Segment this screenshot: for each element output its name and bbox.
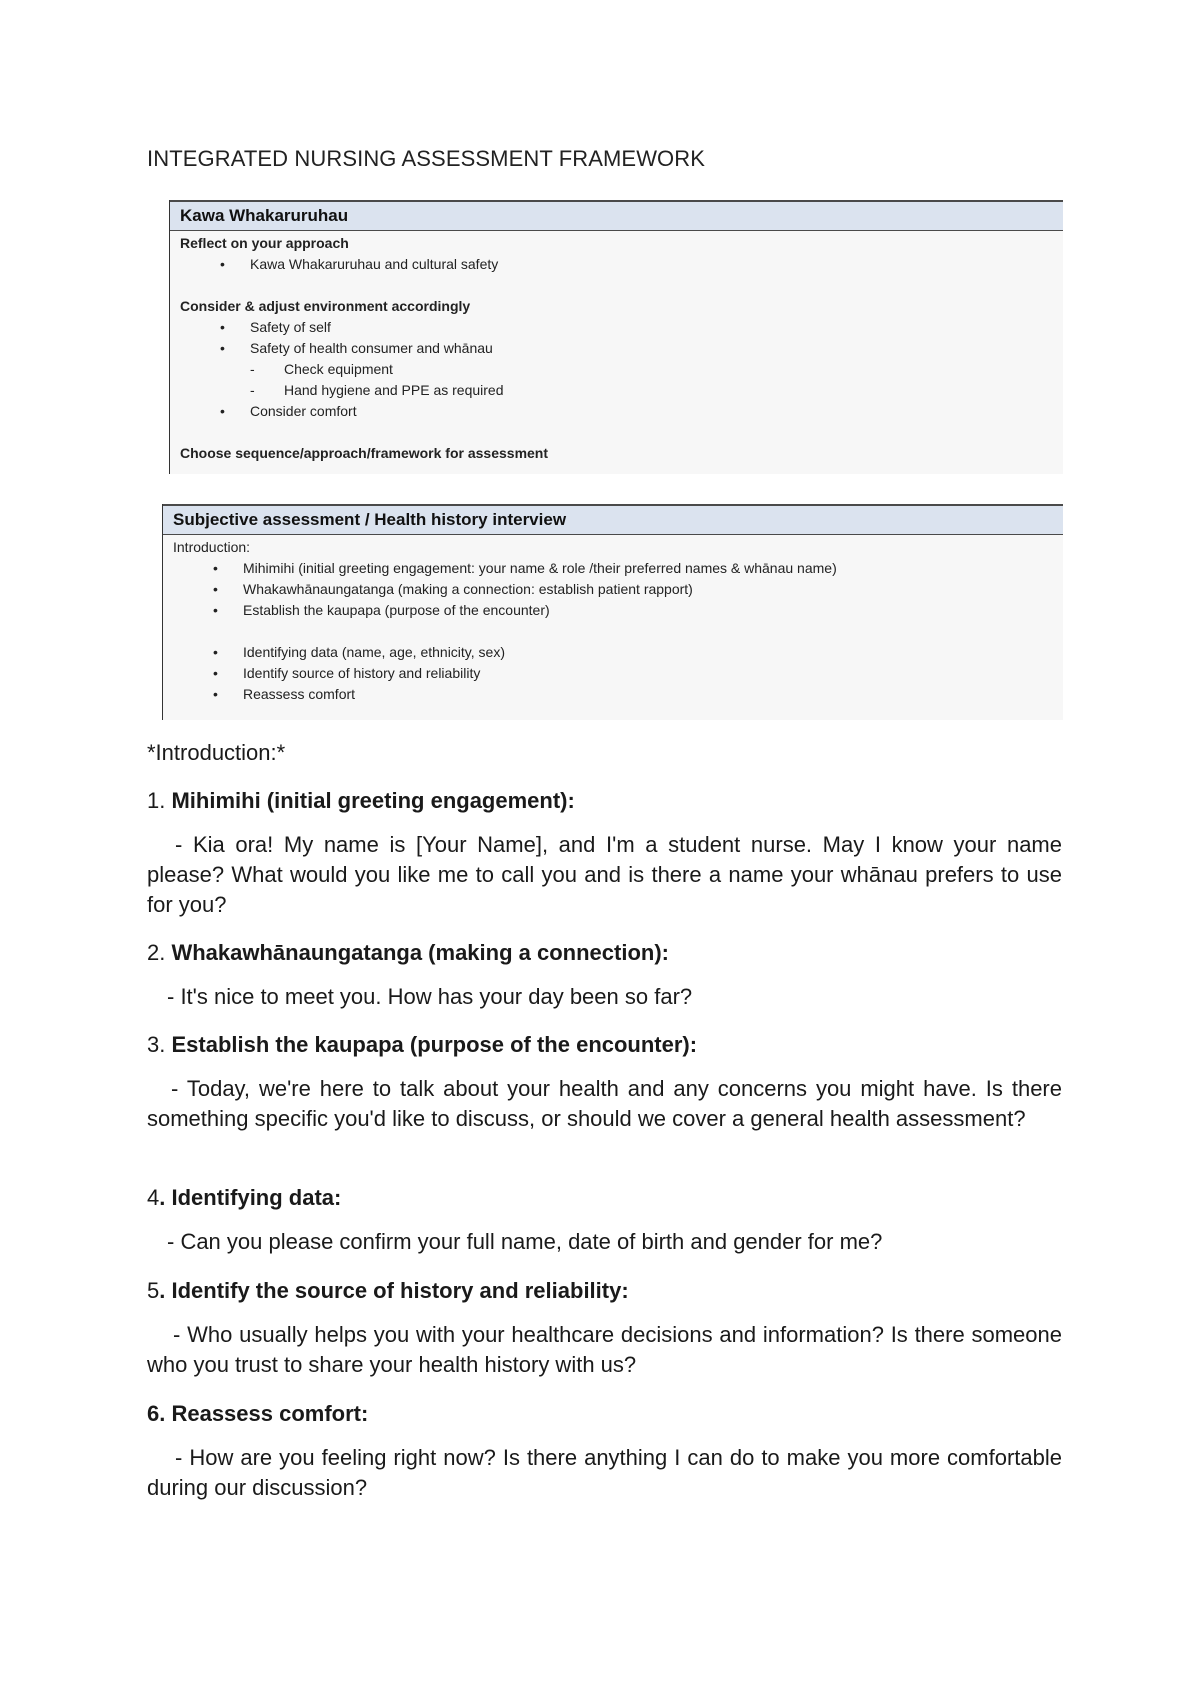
bullet-item: • Reassess comfort (173, 684, 1053, 705)
bullet-item: • Kawa Whakaruruhau and cultural safety (180, 254, 1053, 275)
kawa-whakaruruhau-box (169, 200, 1063, 474)
bullet-item: • Consider comfort (180, 401, 1053, 422)
page-title: INTEGRATED NURSING ASSESSMENT FRAMEWORK (147, 146, 706, 171)
step-4 (147, 1183, 1062, 1257)
bullet-item: • Safety of self (180, 317, 1053, 338)
step-heading: 4. Identifying data: (147, 1185, 342, 1210)
bullet-item: • Whakawhānaungatanga (making a connection: establish patient rapport) (173, 579, 1053, 600)
step-heading: 2. Whakawhānaungatanga (making a connection): (147, 940, 669, 965)
step-text: - How are you feeling right now? Is there anything I can do to make you more comfortable during our discussion? (147, 1445, 1062, 1500)
sub-item: - Hand hygiene and PPE as required (180, 380, 1053, 401)
box-body (170, 231, 1063, 464)
step-5 (147, 1276, 1062, 1380)
step-text: - Kia ora! My name is [Your Name], and I'm a student nurse. May I know your name please? What would you like me to call you and is there a name your whānau prefers to use for you? (147, 832, 1062, 917)
subjective-assessment-box (162, 504, 1063, 720)
step-heading: 1. Mihimihi (initial greeting engagement): (147, 788, 575, 813)
box-header: Subjective assessment / Health history interview (163, 504, 1063, 535)
section-heading: Reflect on your approach (180, 235, 349, 251)
sub-item: - Check equipment (180, 359, 1053, 380)
box-header: Kawa Whakaruruhau (170, 200, 1063, 231)
step-text: - Who usually helps you with your healthcare decisions and information? Is there someone who you trust to share your health history with us? (147, 1322, 1062, 1377)
bullet-item: • Establish the kaupapa (purpose of the encounter) (173, 600, 1053, 621)
step-heading: 6. Reassess comfort: (147, 1401, 369, 1426)
intro-label: Introduction: (173, 539, 251, 555)
step-heading: 3. Establish the kaupapa (purpose of the encounter): (147, 1032, 698, 1057)
section-heading: Consider & adjust environment accordingly (180, 298, 471, 314)
step-2 (147, 938, 1062, 1012)
bullet-item: • Identify source of history and reliability (173, 663, 1053, 684)
step-3 (147, 1030, 1062, 1134)
step-1 (147, 786, 1062, 920)
step-text: - Today, we're here to talk about your health and any concerns you might have. Is there something specific you'd like to discuss, or should we cover a general health assessment? (147, 1076, 1062, 1131)
step-heading: 5. Identify the source of history and reliability: (147, 1278, 629, 1303)
step-text: - Can you please confirm your full name, date of birth and gender for me? (167, 1229, 883, 1254)
bullet-item: • Mihimihi (initial greeting engagement: your name & role /their preferred names & whānau name) (173, 558, 1053, 579)
bullet-item: • Identifying data (name, age, ethnicity, sex) (173, 642, 1053, 663)
introduction-label: *Introduction:* (147, 740, 286, 765)
box-body (163, 535, 1063, 705)
step-6 (147, 1399, 1062, 1503)
bullet-item: • Safety of health consumer and whānau (180, 338, 1053, 359)
section-heading: Choose sequence/approach/framework for assessment (180, 445, 549, 461)
step-text: - It's nice to meet you. How has your day been so far? (167, 984, 693, 1009)
